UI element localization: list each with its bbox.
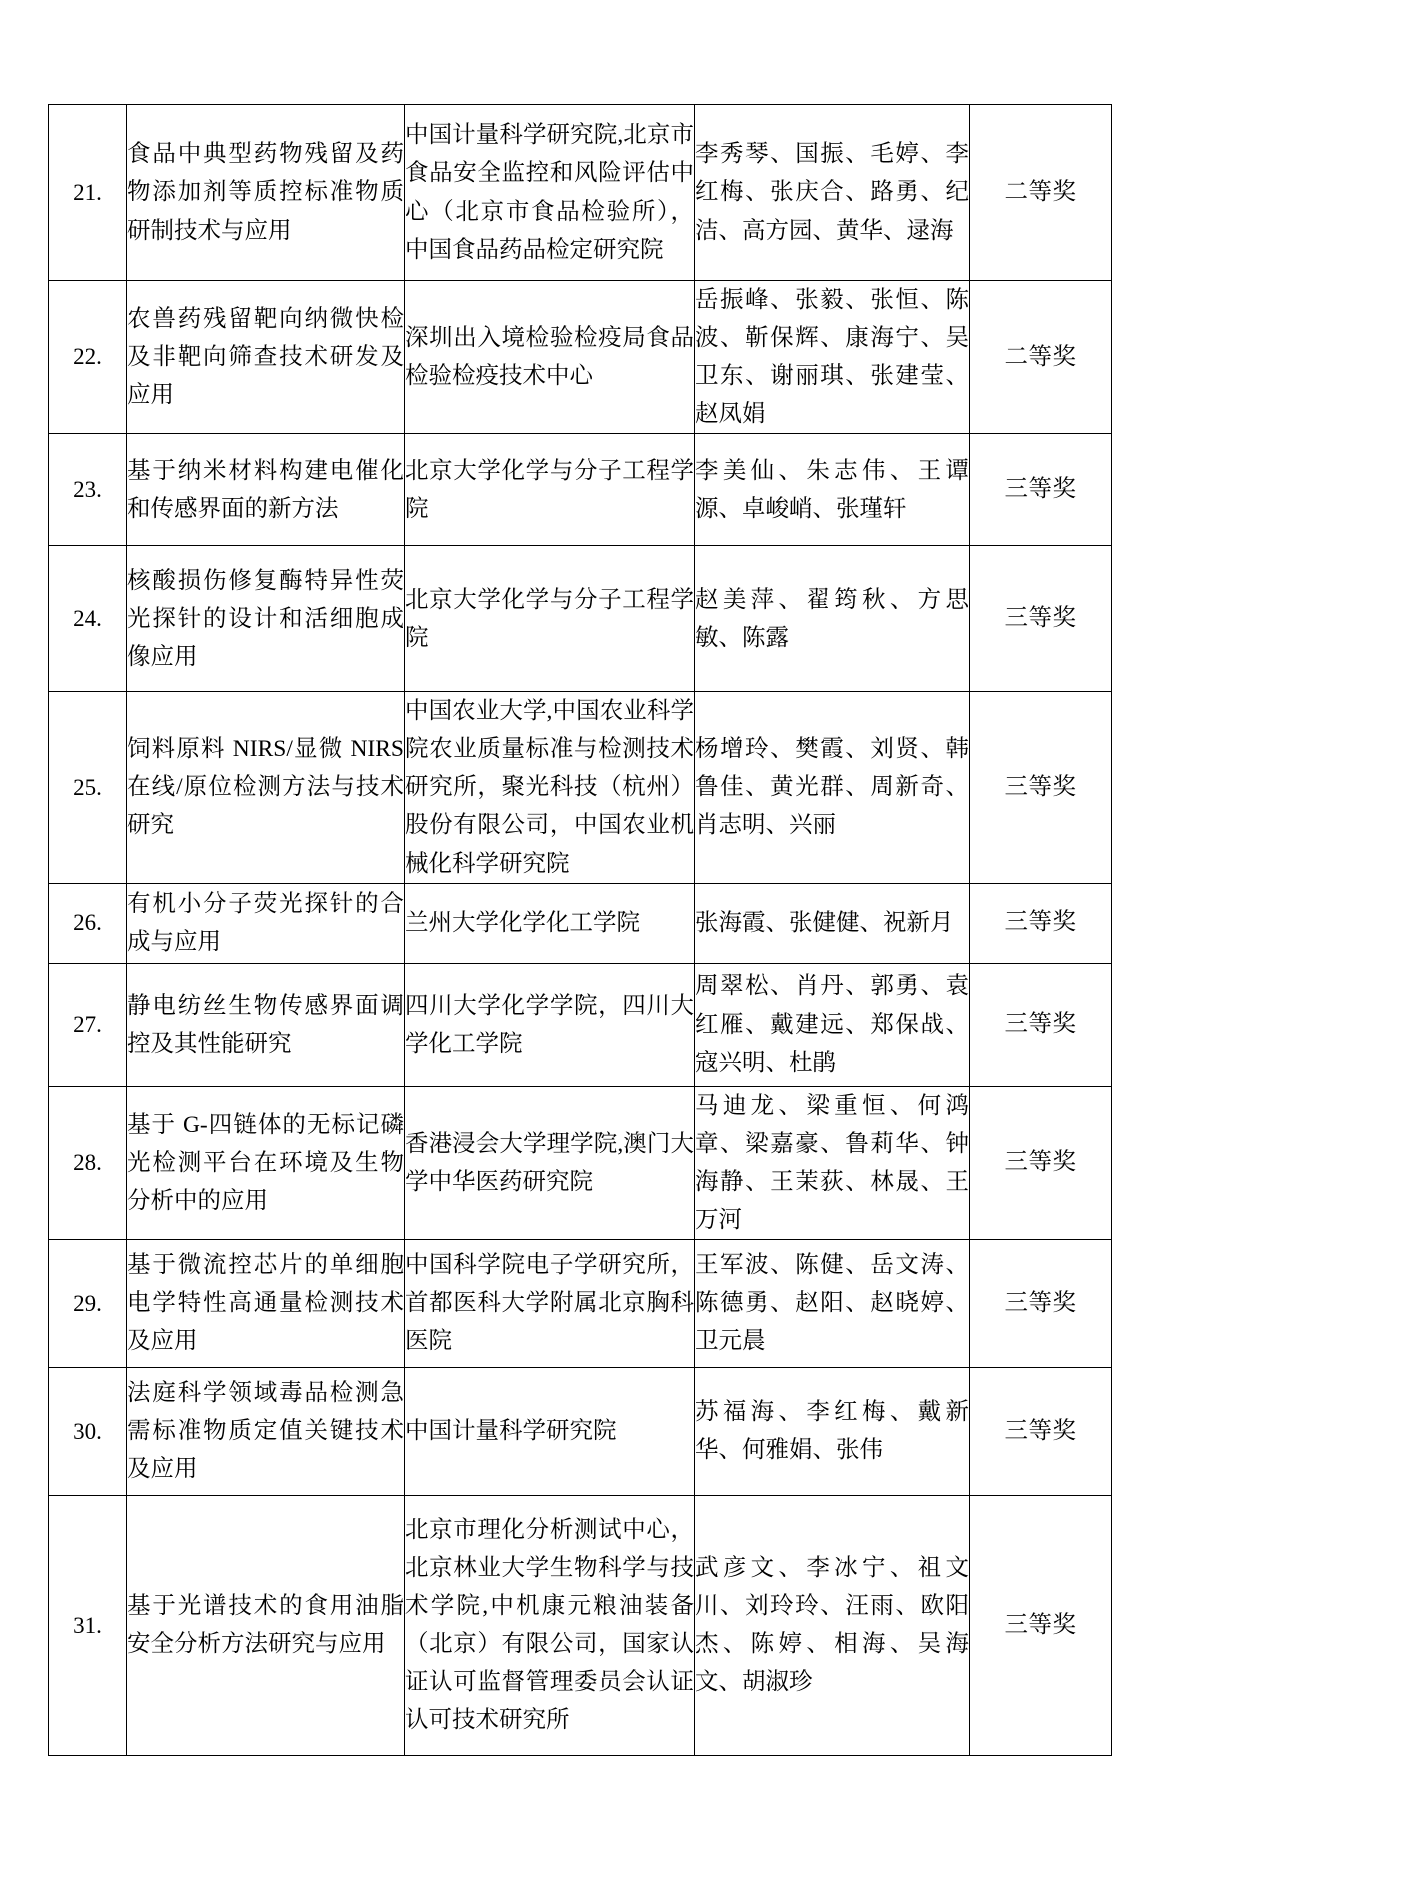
table-row [49,105,1112,281]
contributors-cell: 武彦文、李冰宁、祖文川、刘玲玲、汪雨、欧阳杰、陈婷、相海、吴海文、胡淑珍 [695,1495,970,1755]
organization-cell: 兰州大学化学化工学院 [405,883,695,963]
table-row [49,1495,1112,1755]
table-row [49,1086,1112,1239]
project-title-cell: 农兽药残留靶向纳微快检及非靶向筛查技术研发及应用 [127,281,405,434]
project-title-cell: 基于 G-四链体的无标记磷光检测平台在环境及生物分析中的应用 [127,1086,405,1239]
award-list-table [48,104,1112,1756]
award-level-cell: 三等奖 [970,1495,1112,1755]
award-level-cell: 三等奖 [970,963,1112,1086]
organization-cell: 四川大学化学学院，四川大学化工学院 [405,963,695,1086]
contributors-cell: 马迪龙、梁重恒、何鸿章、梁嘉豪、鲁莉华、钟海静、王茉荻、林晟、王万河 [695,1086,970,1239]
table-row [49,692,1112,883]
organization-cell: 北京大学化学与分子工程学院 [405,434,695,546]
row-index-cell: 31. [49,1495,127,1755]
organization-cell: 中国农业大学,中国农业科学院农业质量标准与检测技术研究所，聚光科技（杭州）股份有限公司，中国农业机械化科学研究院 [405,692,695,883]
contributors-cell: 李秀琴、国振、毛婷、李红梅、张庆合、路勇、纪洁、高方园、黄华、逯海 [695,105,970,281]
award-level-cell: 三等奖 [970,434,1112,546]
contributors-cell: 苏福海、李红梅、戴新华、何雅娟、张伟 [695,1367,970,1495]
table-body [49,105,1112,1756]
project-title-cell: 有机小分子荧光探针的合成与应用 [127,883,405,963]
contributors-cell: 杨增玲、樊霞、刘贤、韩鲁佳、黄光群、周新奇、肖志明、兴丽 [695,692,970,883]
project-title-cell: 法庭科学领域毒品检测急需标准物质定值关键技术及应用 [127,1367,405,1495]
row-index-cell: 25. [49,692,127,883]
project-title-cell: 基于光谱技术的食用油脂安全分析方法研究与应用 [127,1495,405,1755]
award-level-cell: 三等奖 [970,692,1112,883]
project-title-cell: 基于纳米材料构建电催化和传感界面的新方法 [127,434,405,546]
award-level-cell: 二等奖 [970,105,1112,281]
row-index-cell: 26. [49,883,127,963]
table-row [49,963,1112,1086]
row-index-cell: 29. [49,1239,127,1367]
organization-cell: 深圳出入境检验检疫局食品检验检疫技术中心 [405,281,695,434]
organization-cell: 北京大学化学与分子工程学院 [405,546,695,692]
contributors-cell: 岳振峰、张毅、张恒、陈波、靳保辉、康海宁、吴卫东、谢丽琪、张建莹、赵凤娟 [695,281,970,434]
organization-cell: 北京市理化分析测试中心，北京林业大学生物科学与技术学院,中机康元粮油装备（北京）有限公司，国家认证认可监督管理委员会认证认可技术研究所 [405,1495,695,1755]
contributors-cell: 周翠松、肖丹、郭勇、袁红雁、戴建远、郑保战、寇兴明、杜鹃 [695,963,970,1086]
table-row [49,1367,1112,1495]
project-title-cell: 核酸损伤修复酶特异性荧光探针的设计和活细胞成像应用 [127,546,405,692]
project-title-cell: 食品中典型药物残留及药物添加剂等质控标准物质研制技术与应用 [127,105,405,281]
contributors-cell: 李美仙、朱志伟、王谭源、卓峻峭、张瑾轩 [695,434,970,546]
table-row [49,1239,1112,1367]
row-index-cell: 30. [49,1367,127,1495]
row-index-cell: 28. [49,1086,127,1239]
award-level-cell: 三等奖 [970,1367,1112,1495]
table-row [49,883,1112,963]
contributors-cell: 张海霞、张健健、祝新月 [695,883,970,963]
row-index-cell: 21. [49,105,127,281]
organization-cell: 香港浸会大学理学院,澳门大学中华医药研究院 [405,1086,695,1239]
row-index-cell: 22. [49,281,127,434]
table-row [49,434,1112,546]
contributors-cell: 王军波、陈健、岳文涛、陈德勇、赵阳、赵晓婷、卫元晨 [695,1239,970,1367]
table-row [49,546,1112,692]
table-row [49,281,1112,434]
row-index-cell: 23. [49,434,127,546]
organization-cell: 中国计量科学研究院,北京市食品安全监控和风险评估中心（北京市食品检验所），中国食品药品检定研究院 [405,105,695,281]
project-title-cell: 静电纺丝生物传感界面调控及其性能研究 [127,963,405,1086]
project-title-cell: 饲料原料 NIRS/显微 NIRS 在线/原位检测方法与技术研究 [127,692,405,883]
award-level-cell: 三等奖 [970,546,1112,692]
organization-cell: 中国计量科学研究院 [405,1367,695,1495]
row-index-cell: 24. [49,546,127,692]
award-level-cell: 三等奖 [970,1086,1112,1239]
row-index-cell: 27. [49,963,127,1086]
award-level-cell: 三等奖 [970,883,1112,963]
organization-cell: 中国科学院电子学研究所，首都医科大学附属北京胸科医院 [405,1239,695,1367]
project-title-cell: 基于微流控芯片的单细胞电学特性高通量检测技术及应用 [127,1239,405,1367]
award-level-cell: 三等奖 [970,1239,1112,1367]
contributors-cell: 赵美萍、翟筠秋、方思敏、陈露 [695,546,970,692]
award-level-cell: 二等奖 [970,281,1112,434]
